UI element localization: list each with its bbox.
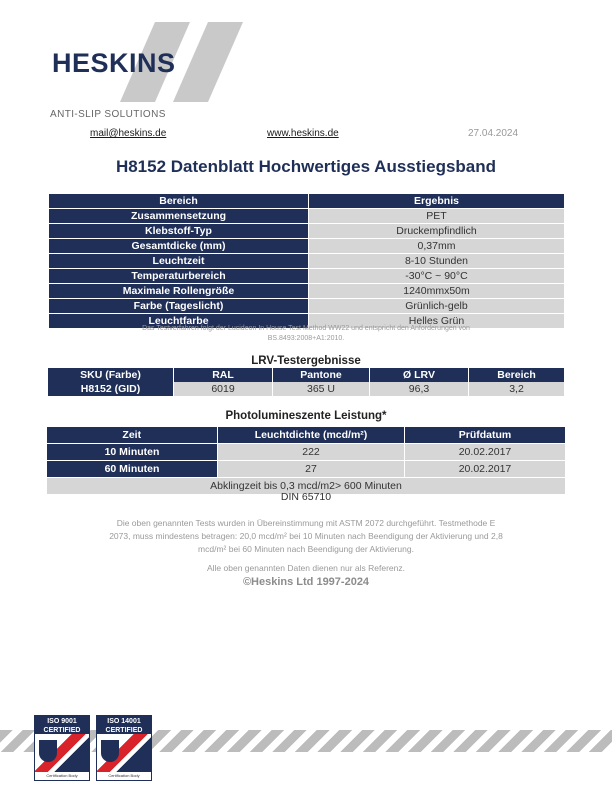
spec-table <box>48 193 565 329</box>
row-label: Leuchtfarbe <box>49 314 309 329</box>
lrv-section-title: LRV-Testergebnisse <box>251 355 361 367</box>
column-header: Ergebnis <box>309 194 565 209</box>
column-header: Ø LRV <box>370 368 469 382</box>
table-row <box>47 444 566 461</box>
table-header-row <box>49 194 565 209</box>
reference-note: Alle oben genannten Daten dienen nur als Referenz. <box>206 563 405 573</box>
luminance-cell: 222 <box>218 444 405 461</box>
table-row <box>49 254 565 269</box>
decay-time-cell: Abklingzeit bis 0,3 mcd/m2> 600 Minuten <box>47 478 566 495</box>
test-date-cell: 20.02.2017 <box>405 444 566 461</box>
brand-tagline: ANTI-SLIP SOLUTIONS <box>50 109 166 120</box>
row-label: Zusammensetzung <box>49 209 309 224</box>
heskins-logo <box>50 22 250 132</box>
row-label: Farbe (Tageslicht) <box>49 299 309 314</box>
page-title: H8152 Datenblatt Hochwertiges Ausstiegsband <box>115 157 497 176</box>
table-header-row <box>47 427 566 444</box>
brand-name: HESKINS <box>52 48 176 78</box>
crown-crest-icon <box>101 740 119 762</box>
row-value: -30°C ~ 90°C <box>309 269 565 284</box>
column-header: Pantone <box>273 368 370 382</box>
test-method-footnote: Das Testverfahren folgt der Lucideon In House Test Method WW22 und entspricht den Anforderungen von BS.8493:2008+A1:2010. <box>142 325 470 342</box>
copyright: ©Heskins Ltd 1997-2024 <box>242 576 370 588</box>
column-header: RAL <box>174 368 273 382</box>
test-date-cell: 20.02.2017 <box>405 461 566 478</box>
row-value: PET <box>309 209 565 224</box>
column-header: Prüfdatum <box>405 427 566 444</box>
table-row <box>49 284 565 299</box>
row-label: Klebstoff-Typ <box>49 224 309 239</box>
row-label: Temperaturbereich <box>49 269 309 284</box>
lrv-cell: 96,3 <box>370 382 469 396</box>
table-row <box>48 382 565 396</box>
ral-cell: 6019 <box>174 382 273 396</box>
lrv-table <box>48 368 565 396</box>
row-value: Druckempfindlich <box>309 224 565 239</box>
row-value: Helles Grün <box>309 314 565 329</box>
table-row <box>47 461 566 478</box>
photo-section-title: Photolumineszente Leistung* <box>225 410 387 422</box>
table-row <box>49 269 565 284</box>
column-header: SKU (Farbe) <box>48 368 174 382</box>
astm-note: Die oben genannten Tests wurden in Übereinstimmung mit ASTM 2072 durchgeführt. Testmethode E 2073, muss mindestens betragen: 20,0 mcd/m² bei 10 Minuten nach Beendigung der Aktivierung und 2,8 mcd/m² bei 60 Minuten nach Beendigung der Aktivierung. <box>109 518 503 554</box>
photoluminescence-table <box>46 427 566 495</box>
crown-crest-icon <box>39 740 57 762</box>
time-cell: 10 Minuten <box>47 444 218 461</box>
table-header-row <box>48 368 565 382</box>
table-row <box>49 239 565 254</box>
column-header: Leuchtdichte (mcd/m²) <box>218 427 405 444</box>
table-row <box>49 299 565 314</box>
hazard-stripe-band <box>0 730 612 752</box>
table-row <box>49 224 565 239</box>
row-label: Leuchtzeit <box>49 254 309 269</box>
row-value: 1240mmx50m <box>309 284 565 299</box>
pantone-cell: 365 U <box>273 382 370 396</box>
luminance-cell: 27 <box>218 461 405 478</box>
iso-14001-badge: ISO 14001 CERTIFIED Certification Body <box>96 715 152 781</box>
standard-label: DIN 65710 <box>280 491 332 503</box>
time-cell: 60 Minuten <box>47 461 218 478</box>
row-label: Gesamtdicke (mm) <box>49 239 309 254</box>
sku-cell: H8152 (GID) <box>48 382 174 396</box>
iso-9001-badge: ISO 9001 CERTIFIED Certification Body <box>34 715 90 781</box>
website-link[interactable]: www.heskins.de <box>267 128 339 139</box>
row-label: Maximale Rollengröße <box>49 284 309 299</box>
table-row <box>49 209 565 224</box>
row-value: 0,37mm <box>309 239 565 254</box>
email-link[interactable]: mail@heskins.de <box>90 128 167 139</box>
document-date: 27.04.2024 <box>468 128 519 139</box>
row-value: Grünlich-gelb <box>309 299 565 314</box>
range-cell: 3,2 <box>469 382 565 396</box>
column-header: Zeit <box>47 427 218 444</box>
row-value: 8-10 Stunden <box>309 254 565 269</box>
column-header: Bereich <box>49 194 309 209</box>
column-header: Bereich <box>469 368 565 382</box>
